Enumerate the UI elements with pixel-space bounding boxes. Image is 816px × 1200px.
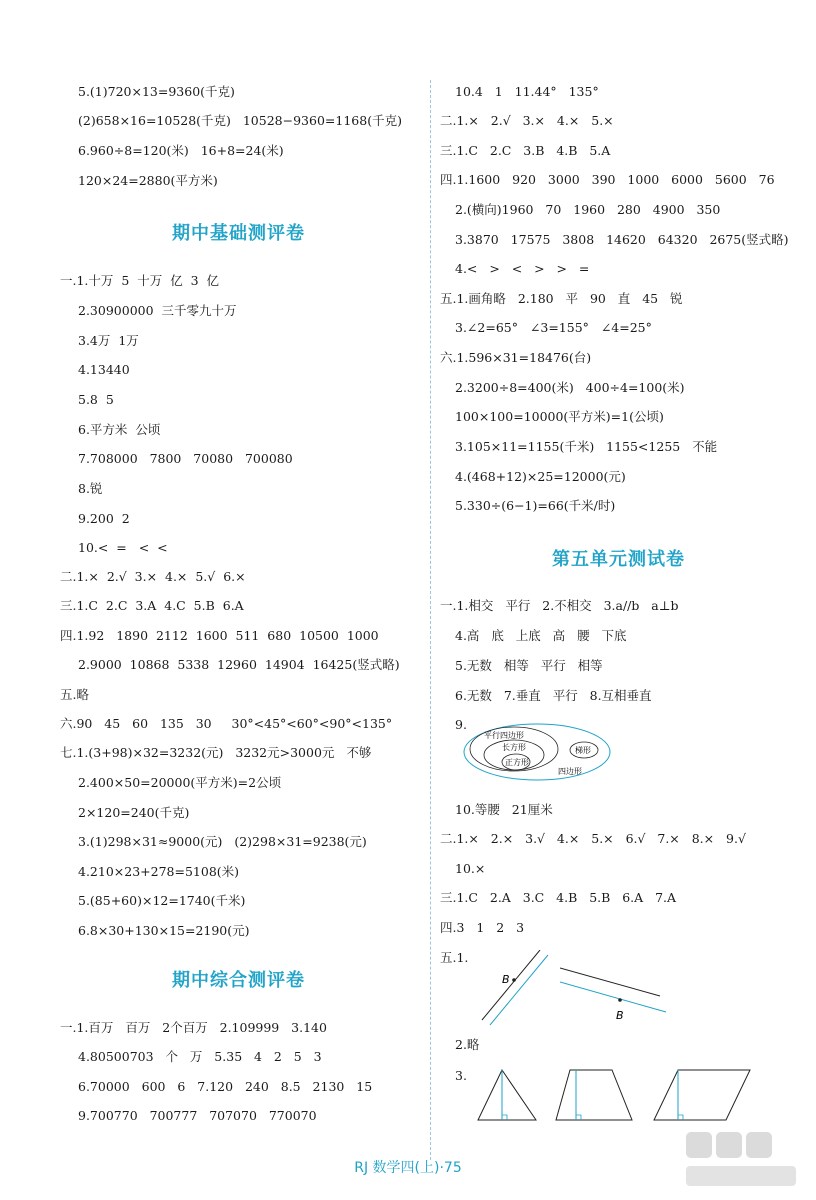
left-answer-line-10: 7.708000 7800 70080 700080	[78, 451, 293, 466]
right-answer-line-16: 4.高 底 上底 高 腰 下底	[455, 628, 627, 643]
right-answer-line-2: 三.1.C 2.C 3.B 4.B 5.A	[440, 143, 611, 158]
parallel-lines-figure-2	[560, 964, 670, 1022]
right-answer-line-18: 6.无数 7.垂直 平行 8.互相垂直	[455, 688, 652, 703]
left-answer-line-11: 8.锐	[78, 481, 103, 496]
right-answer-line-20: 10.等腰 21厘米	[455, 802, 553, 817]
right-answer-line-27: 3.	[455, 1068, 467, 1083]
left-answer-line-20: 七.1.(3+98)×32=3232(元) 3232元>3000元 不够	[60, 745, 372, 760]
right-answer-line-11: 100×100=10000(平方米)=1(公顷)	[455, 409, 664, 424]
left-answer-line-29: 6.70000 600 6 7.120 240 8.5 2130 15	[78, 1079, 373, 1094]
left-answer-line-9: 6.平方米 公顷	[78, 422, 161, 437]
left-answer-line-7: 4.13440	[78, 362, 130, 377]
parallelogram-height-figure	[650, 1066, 754, 1124]
left-answer-line-3: 120×24=2880(平方米)	[78, 173, 218, 188]
right-answer-line-24: 四.3 1 2 3	[440, 920, 525, 935]
column-divider	[430, 80, 431, 1160]
label-quadrilateral: 四边形	[558, 767, 582, 776]
left-answer-line-0: 5.(1)720×13=9360(千克)	[78, 84, 235, 99]
left-answer-line-1: (2)658×16=10528(千克) 10528−9360=1168(千克)	[78, 113, 402, 128]
left-answer-line-23: 3.(1)298×31≈9000(元) (2)298×31=9238(元)	[78, 834, 367, 849]
right-answer-line-19: 9.	[455, 717, 467, 732]
left-answer-line-24: 4.210×23+278=5108(米)	[78, 864, 240, 879]
right-answer-line-14: 5.330÷(6−1)=66(千米/时)	[455, 498, 616, 513]
label-square: 正方形	[505, 758, 529, 767]
parallel-lines-figure-1	[478, 950, 558, 1026]
left-answer-line-22: 2×120=240(千克)	[78, 805, 190, 820]
left-answer-line-27: 一.1.百万 百万 2个百万 2.109999 3.140	[60, 1020, 327, 1035]
heading-midterm-basic: 期中基础测评卷	[172, 223, 305, 244]
right-answer-line-5: 3.3870 17575 3808 14620 64320 2675(竖式略)	[455, 232, 789, 247]
right-answer-line-17: 5.无数 相等 平行 相等	[455, 658, 603, 673]
right-answer-line-22: 10.×	[455, 861, 486, 876]
left-answer-line-4: 一.1.十万 5 十万 亿 3 亿	[60, 273, 220, 288]
left-answer-line-21: 2.400×50=20000(平方米)=2公顷	[78, 775, 282, 790]
left-answer-line-30: 9.700770 700777 707070 770070	[78, 1108, 317, 1123]
page-footer: RJ 数学四(上)·75	[354, 1160, 462, 1176]
left-answer-line-6: 3.4万 1万	[78, 333, 139, 348]
left-answer-line-5: 2.30900000 三千零九十万	[78, 303, 237, 318]
left-answer-line-18: 五.略	[60, 687, 89, 702]
left-answer-line-25: 5.(85+60)×12=1740(千米)	[78, 893, 246, 908]
right-answer-line-1: 二.1.× 2.√ 3.× 4.× 5.×	[440, 113, 614, 128]
left-answer-line-19: 六.90 45 60 135 30 30°<45°<60°<90°<135°	[60, 716, 393, 731]
left-answer-line-8: 5.8 5	[78, 392, 114, 407]
right-answer-line-4: 2.(横向)1960 70 1960 280 4900 350	[455, 202, 721, 217]
right-answer-line-15: 一.1.相交 平行 2.不相交 3.a//b a⊥b	[440, 598, 679, 613]
right-answer-line-7: 五.1.画角略 2.180 平 90 直 45 锐	[440, 291, 683, 306]
right-answer-line-0: 10.4 1 11.44° 135°	[455, 84, 599, 99]
label-rectangle: 长方形	[502, 743, 526, 752]
left-answer-line-15: 三.1.C 2.C 3.A 4.C 5.B 6.A	[60, 598, 244, 613]
right-answer-line-10: 2.3200÷8=400(米) 400÷4=100(米)	[455, 380, 685, 395]
point-b-label-2: B	[616, 1009, 624, 1022]
right-answer-line-23: 三.1.C 2.A 3.C 4.B 5.B 6.A 7.A	[440, 890, 677, 905]
left-answer-line-14: 二.1.× 2.√ 3.× 4.× 5.√ 6.×	[60, 569, 246, 584]
left-answer-line-13: 10.< = < <	[78, 540, 168, 555]
label-trapezoid: 梯形	[575, 746, 591, 755]
right-answer-line-9: 六.1.596×31=18476(台)	[440, 350, 592, 365]
right-answer-line-25: 五.1.	[440, 950, 469, 965]
point-b-label: B	[502, 973, 510, 986]
label-parallelogram: 平行四边形	[484, 731, 524, 740]
heading-midterm-comprehensive: 期中综合测评卷	[172, 970, 305, 991]
quadrilateral-classification-diagram	[462, 722, 612, 782]
right-answer-line-3: 四.1.1600 920 3000 390 1000 6000 5600 76	[440, 172, 775, 187]
left-answer-line-17: 2.9000 10868 5338 12960 14904 16425(竖式略)	[78, 657, 400, 672]
left-answer-line-2: 6.960÷8=120(米) 16+8=24(米)	[78, 143, 284, 158]
trapezoid-height-figure	[552, 1066, 636, 1124]
right-answer-line-8: 3.∠2=65° ∠3=155° ∠4=25°	[455, 320, 652, 335]
right-answer-line-26: 2.略	[455, 1037, 480, 1052]
right-answer-line-12: 3.105×11=1155(千米) 1155<1255 不能	[455, 439, 718, 454]
left-answer-line-16: 四.1.92 1890 2112 1600 511 680 10500 1000	[60, 628, 379, 643]
left-answer-line-26: 6.8×30+130×15=2190(元)	[78, 923, 250, 938]
right-answer-line-6: 4.< > < > > =	[455, 261, 590, 276]
watermark-logo	[682, 1126, 802, 1192]
left-answer-line-12: 9.200 2	[78, 511, 130, 526]
heading-unit5: 第五单元测试卷	[552, 549, 685, 570]
right-answer-line-21: 二.1.× 2.× 3.√ 4.× 5.× 6.√ 7.× 8.× 9.√	[440, 831, 746, 846]
right-answer-line-13: 4.(468+12)×25=12000(元)	[455, 469, 626, 484]
triangle-height-figure	[474, 1066, 540, 1124]
left-answer-line-28: 4.80500703 个 万 5.35 4 2 5 3	[78, 1049, 322, 1064]
